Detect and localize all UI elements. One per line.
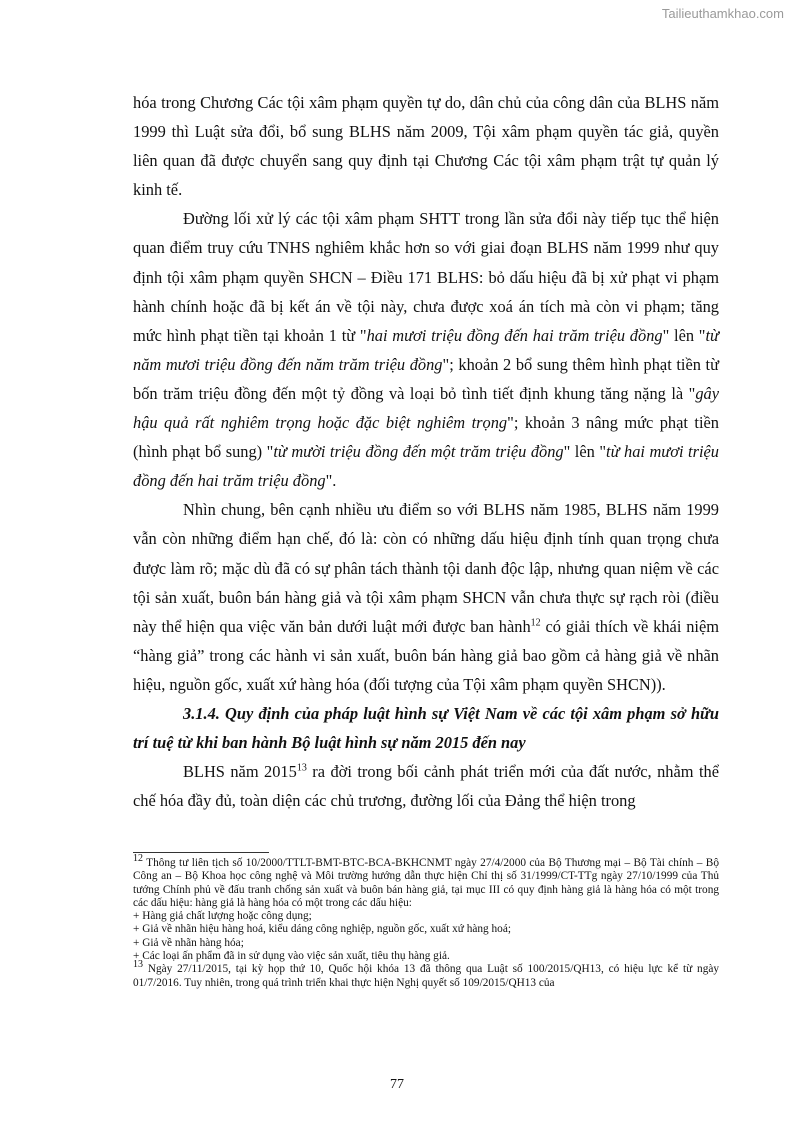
paragraph-2 [133, 204, 719, 495]
quoted-phrase: từ năm mươi triệu đồng đến năm trăm triệu đồng [133, 325, 719, 374]
paragraph-4-text-b: ra đời trong bối cảnh phát triển mới của đất nước, nhằm thể chế hóa đầy đủ, toàn diện các chủ trương, đường lối của Đảng thể hiện trong [133, 762, 719, 811]
paragraph-1: hóa trong Chương Các tội xâm phạm quyền tự do, dân chủ của công dân của BLHS năm 1999 thì Luật sửa đổi, bổ sung BLHS năm 2009, Tội xâm phạm quyền tác giả, quyền liên quan đã được chuyển sang quy định tại Chương Các tội xâm phạm trật tự quản lý kinh tế. [133, 93, 719, 200]
quoted-phrase: từ mười triệu đồng đến một trăm triệu đồng [273, 442, 564, 462]
body-text [133, 88, 719, 815]
paragraph-4-text-a: BLHS năm 2015 [183, 762, 297, 782]
footnotes [133, 853, 719, 990]
paragraph-2-text: " lên " [662, 325, 706, 345]
footnote-12-text: Thông tư liên tịch số 10/2000/TTLT-BMT-BTC-BCA-BKHCNMT ngày 27/4/2000 của Bộ Thương mại – Bộ Tài chính – Bộ Công an – Bộ Khoa học công nghệ và Môi trường hướng dẫn thực hiện Chỉ thị số 31/1999/CT-TTg ngày 27/10/1999 của Thủ tướng Chính phủ về đấu tranh chống sản xuất và buôn bán hàng giả, tại mục III có quy định hàng giả là hàng hóa có một trong các dấu hiệu: hàng giả là hàng hóa có một trong các dấu hiệu: [133, 857, 719, 909]
footnote-ref-12[interactable]: 12 [530, 617, 541, 629]
paragraph-3-text-a: Nhìn chung, bên cạnh nhiều ưu điểm so với BLHS năm 1985, BLHS năm 1999 vẫn còn những điểm hạn chế, đó là: còn có những dấu hiệu định tính quan trọng chưa được làm rõ; mặc dù đã có sự phân tách thành tội danh độc lập, nhưng quan niệm về các tội sản xuất, buôn bán hàng giả và tội xâm phạm SHCN vẫn chưa thực sự rạch ròi (điều này thể hiện qua việc văn bản dưới luật mới được ban hành [133, 500, 719, 636]
footnote-12-item: + Giả về nhãn hàng hóa; [133, 936, 244, 949]
paragraph-2-text: "; khoản 3 nâng mức phạt tiền (hình phạt bổ sung) " [133, 413, 719, 462]
footnote-13-text: Ngày 27/11/2015, tại kỳ họp thứ 10, Quốc hội khóa 13 đã thông qua Luật số 100/2015/QH13, có hiệu lực kể từ ngày 01/7/2016. Tuy nhiên, trong quá trình triển khai thực hiện Nghị quyết số 109/2015/QH13 của [133, 963, 719, 989]
footnote-13-number: 13 [133, 959, 143, 971]
watermark: Tailieuthamkhao.com [661, 6, 784, 21]
footnote-12 [133, 853, 719, 910]
footnote-12-item: + Các loại ấn phẩm đã in sử dụng vào việc sản xuất, tiêu thụ hàng giả. [133, 950, 450, 963]
footnote-divider [133, 852, 269, 853]
paragraph-2-text: Đường lối xử lý các tội xâm phạm SHTT trong lần sửa đổi này tiếp tục thể hiện quan điểm truy cứu TNHS nghiêm khắc hơn so với giai đoạn BLHS năm 1999 như quy định tội xâm phạm quyền SHCN – Điều 171 BLHS: bỏ dấu hiệu đã bị xử phạt vi phạm hành chính hoặc đã bị kết án về tội này, chưa được xoá án tích mà còn vi phạm; tăng mức hình phạt tiền tại khoản 1 từ " [133, 209, 719, 345]
footnote-12-item: + Giả về nhãn hiệu hàng hoá, kiểu dáng công nghiệp, nguồn gốc, xuất xứ hàng hoá; [133, 923, 511, 936]
footnote-12-number: 12 [133, 853, 143, 865]
paragraph-3-text-b: có giải thích về khái niệm “hàng giả” trong các hành vi sản xuất, buôn bán hàng giả bao gồm cả hàng giả về nhãn hiệu, nguồn gốc, xuất xứ hàng hóa (đối tượng của Tội xâm phạm quyền SHCN)). [133, 616, 719, 694]
quoted-phrase: gây hậu quả rất nghiêm trọng hoặc đặc biệt nghiêm trọng [133, 383, 719, 433]
paragraph-3 [133, 495, 719, 699]
quoted-phrase: hai mươi triệu đồng đến hai trăm triệu đồng [366, 325, 663, 345]
paragraph-4 [133, 757, 719, 815]
footnote-13 [133, 959, 719, 990]
paragraph-2-text: "; khoản 2 bổ sung thêm hình phạt tiền từ bốn trăm triệu đồng đến một tỷ đồng và loại bỏ tình tiết định khung tăng nặng là " [133, 354, 719, 403]
section-heading: 3.1.4. Quy định của pháp luật hình sự Việt Nam về các tội xâm phạm sở hữu trí tuệ từ khi ban hành Bộ luật hình sự năm 2015 đến nay [133, 703, 719, 753]
paragraph-2-text: ". [325, 471, 337, 491]
footnote-12-item: + Hàng giả chất lượng hoặc công dụng; [133, 910, 312, 923]
paragraph-2-text: " lên " [563, 442, 607, 462]
page-number: 77 [390, 1077, 404, 1092]
quoted-phrase: từ hai mươi triệu đồng đến hai trăm triệu đồng [133, 442, 720, 491]
footnote-ref-13[interactable]: 13 [296, 762, 307, 774]
